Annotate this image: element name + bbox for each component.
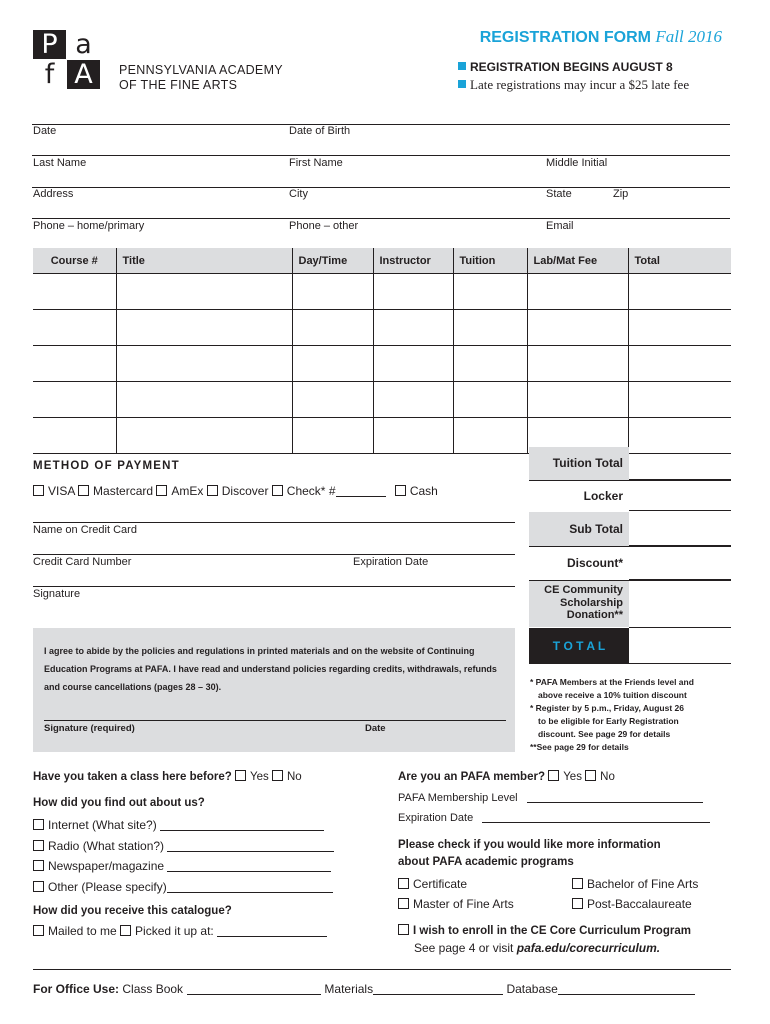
- col-daytime: Day/Time: [292, 248, 373, 274]
- picked-checkbox[interactable]: [120, 925, 131, 936]
- certificate-checkbox[interactable]: [398, 878, 409, 889]
- internet-checkbox[interactable]: [33, 819, 44, 830]
- payment-heading: METHOD OF PAYMENT: [33, 460, 180, 472]
- core-curriculum-url[interactable]: pafa.edu/corecurriculum.: [516, 941, 661, 955]
- zip-field[interactable]: Zip: [613, 188, 629, 200]
- option-certificate: [398, 877, 467, 891]
- member-question: [398, 770, 615, 783]
- note-line: * Register by 5 p.m., Friday, August 26: [530, 703, 684, 713]
- total-value[interactable]: [629, 628, 731, 664]
- mastercard-checkbox[interactable]: [78, 485, 89, 496]
- col-course: Course #: [33, 248, 116, 274]
- option-newspaper: [33, 859, 331, 873]
- col-total: Total: [628, 248, 731, 274]
- org-line-2: OF THE FINE ARTS: [119, 78, 238, 92]
- title-text: REGISTRATION FORM: [479, 29, 651, 46]
- locker-label: Locker: [529, 481, 629, 511]
- agreement-date-label: Date: [365, 723, 386, 734]
- materials-field[interactable]: [373, 994, 503, 995]
- signature-required-label: Signature (required): [44, 723, 135, 734]
- note-line: **See page 29 for details: [530, 742, 629, 752]
- agreement-box: [33, 628, 515, 752]
- table-row[interactable]: [33, 274, 731, 310]
- other-checkbox[interactable]: [33, 881, 44, 892]
- discount-notes: [530, 676, 730, 754]
- dob-field[interactable]: Date of Birth: [289, 125, 351, 137]
- total-label: T O T A L: [529, 628, 629, 664]
- email-field[interactable]: Email: [546, 220, 574, 232]
- amex-checkbox[interactable]: [156, 485, 167, 496]
- taken-class-question: [33, 770, 302, 783]
- member-label: Are you an PAFA member?: [398, 771, 545, 783]
- radio-field[interactable]: [167, 851, 334, 852]
- certificate-label: Certificate: [413, 877, 468, 891]
- office-use-label: For Office Use:: [33, 982, 120, 996]
- picked-label: Picked it up at:: [135, 924, 214, 938]
- no-label: No: [600, 771, 615, 783]
- other-label: Other (Please specify): [48, 880, 167, 894]
- subtotal-value[interactable]: [629, 512, 731, 546]
- divider: [33, 522, 515, 523]
- middle-initial-field[interactable]: Middle Initial: [546, 157, 608, 169]
- membership-exp-label: Expiration Date: [398, 812, 474, 824]
- logo-letter-A: A: [67, 60, 100, 89]
- internet-label: Internet (What site?): [48, 818, 157, 832]
- enroll-checkbox[interactable]: [398, 924, 409, 935]
- bfa-label: Bachelor of Fine Arts: [587, 877, 699, 891]
- state-field[interactable]: State: [546, 188, 572, 200]
- late-text: Late registrations may incur a $25 late fee: [470, 77, 690, 92]
- phone-home-field[interactable]: Phone – home/primary: [33, 220, 145, 232]
- logo-letter-f: f: [33, 60, 66, 89]
- tuition-total-value[interactable]: [629, 447, 731, 480]
- first-name-field[interactable]: First Name: [289, 157, 343, 169]
- note-line: above receive a 10% tuition discount: [538, 690, 687, 700]
- note-line: discount. See page 29 for details: [538, 729, 671, 739]
- season-text: Fall 2016: [655, 27, 722, 46]
- taken-yes-checkbox[interactable]: [235, 770, 246, 781]
- option-enroll: [398, 924, 691, 937]
- option-other: [33, 880, 333, 894]
- table-row[interactable]: [33, 310, 731, 346]
- form-title: [480, 27, 722, 47]
- date-field[interactable]: Date: [33, 125, 57, 137]
- check-number-field[interactable]: [336, 496, 386, 497]
- registration-begins: [458, 60, 673, 74]
- table-header-row: [33, 248, 731, 274]
- enroll-label: I wish to enroll in the CE Core Curriculum Program: [413, 925, 691, 937]
- mailed-checkbox[interactable]: [33, 925, 44, 936]
- ce-donation-label: [529, 581, 629, 627]
- bfa-checkbox[interactable]: [572, 878, 583, 889]
- newspaper-checkbox[interactable]: [33, 860, 44, 871]
- database-field[interactable]: [558, 994, 695, 995]
- internet-field[interactable]: [160, 830, 324, 831]
- subtotal-label: Sub Total: [529, 512, 629, 546]
- mfa-label: Master of Fine Arts: [413, 897, 514, 911]
- org-name: [119, 63, 283, 93]
- amex-label: AmEx: [171, 484, 204, 498]
- radio-checkbox[interactable]: [33, 840, 44, 851]
- divider: [33, 554, 515, 555]
- divider: [33, 586, 515, 587]
- payment-options: [33, 484, 438, 498]
- col-labfee: Lab/Mat Fee: [527, 248, 628, 274]
- other-field[interactable]: [167, 892, 333, 893]
- membership-level-field[interactable]: [527, 802, 703, 803]
- newspaper-field[interactable]: [167, 871, 331, 872]
- classbook-label: Class Book: [122, 982, 184, 996]
- option-postbac: [572, 897, 692, 911]
- no-label: No: [286, 771, 302, 783]
- pafa-logo: [33, 30, 100, 90]
- taken-no-checkbox[interactable]: [272, 770, 283, 781]
- radio-label: Radio (What station?): [48, 839, 165, 853]
- check-checkbox[interactable]: [272, 485, 283, 496]
- membership-level-label: PAFA Membership Level: [398, 792, 518, 804]
- org-line-1: PENNSYLVANIA ACADEMY: [119, 63, 283, 77]
- col-title: Title: [116, 248, 292, 274]
- catalogue-question: How did you receive this catalogue?: [33, 905, 232, 917]
- divider: [33, 969, 731, 970]
- table-row[interactable]: [33, 382, 731, 418]
- discount-value[interactable]: [629, 546, 731, 580]
- postbac-label: Post-Baccalaureate: [587, 897, 692, 911]
- database-label: Database: [506, 982, 558, 996]
- postbac-checkbox[interactable]: [572, 898, 583, 909]
- classbook-field[interactable]: [187, 994, 321, 995]
- logo-letter-p: P: [33, 30, 66, 59]
- check-label: Check* #: [286, 484, 336, 498]
- visa-label: VISA: [48, 484, 75, 498]
- divider: [32, 155, 730, 156]
- ce-line-2: Scholarship: [560, 596, 623, 609]
- discover-label: Discover: [221, 484, 269, 498]
- newspaper-label: Newspaper/magazine: [48, 859, 165, 873]
- materials-label: Materials: [324, 982, 374, 996]
- discount-label: Discount*: [529, 547, 629, 580]
- see-page-text: See page 4 or visit: [414, 941, 514, 955]
- begins-text: REGISTRATION BEGINS AUGUST 8: [470, 60, 673, 74]
- picked-field[interactable]: [217, 936, 327, 937]
- mastercard-label: Mastercard: [93, 484, 154, 498]
- option-internet: [33, 818, 324, 832]
- discover-checkbox[interactable]: [207, 485, 218, 496]
- cash-label: Cash: [409, 484, 438, 498]
- option-radio: [33, 839, 334, 853]
- logo-letter-a: a: [67, 30, 100, 59]
- table-row[interactable]: [33, 346, 731, 382]
- yes-label: Yes: [563, 771, 582, 783]
- office-use: [33, 982, 695, 996]
- bullet-square-icon: [458, 62, 466, 70]
- core-curriculum-link: [414, 941, 660, 955]
- phone-other-field[interactable]: Phone – other: [289, 220, 359, 232]
- option-bfa: [572, 877, 698, 891]
- late-fee-note: [458, 77, 689, 93]
- tuition-total-label: Tuition Total: [529, 447, 629, 480]
- card-number-field[interactable]: Credit Card Number: [33, 556, 132, 568]
- membership-exp-field[interactable]: [482, 822, 710, 823]
- bullet-square-icon: [458, 80, 466, 88]
- member-no-checkbox[interactable]: [585, 770, 596, 781]
- member-yes-checkbox[interactable]: [548, 770, 559, 781]
- address-field[interactable]: Address: [33, 188, 74, 200]
- catalogue-options: [33, 924, 327, 938]
- info-question-2: about PAFA academic programs: [398, 856, 574, 868]
- card-signature-field[interactable]: Signature: [33, 588, 81, 600]
- find-question: How did you find out about us?: [33, 797, 205, 809]
- option-mfa: [398, 897, 514, 911]
- yes-label: Yes: [250, 771, 269, 783]
- ce-line-3: Donation**: [566, 609, 623, 621]
- ce-line-1: CE Community: [544, 584, 623, 596]
- membership-level: [398, 792, 703, 804]
- cash-checkbox[interactable]: [395, 485, 406, 496]
- note-line: to be eligible for Early Registration: [538, 716, 679, 726]
- agreement-text: I agree to abide by the policies and regulations in printed materials and on the website of Continuing Education Programs at PAFA. I have read and understand policies regarding credits, withdrawals, refunds and course cancellations (pages 28 – 30).: [44, 646, 497, 692]
- card-name-field[interactable]: Name on Credit Card: [33, 524, 137, 536]
- locker-value[interactable]: [629, 480, 731, 511]
- visa-checkbox[interactable]: [33, 485, 44, 496]
- note-line: * PAFA Members at the Friends level and: [530, 677, 694, 687]
- mfa-checkbox[interactable]: [398, 898, 409, 909]
- col-tuition: Tuition: [453, 248, 527, 274]
- signature-line[interactable]: [44, 720, 506, 721]
- membership-expiration: [398, 812, 710, 824]
- col-instructor: Instructor: [373, 248, 453, 274]
- info-question-1: Please check if you would like more information: [398, 839, 661, 851]
- taken-label: Have you taken a class here before?: [33, 771, 232, 783]
- city-field[interactable]: City: [289, 188, 308, 200]
- divider: [32, 124, 730, 125]
- ce-donation-value[interactable]: [629, 581, 731, 628]
- divider: [32, 218, 730, 219]
- last-name-field[interactable]: Last Name: [33, 157, 87, 169]
- course-table: [33, 248, 731, 454]
- card-expiration-field[interactable]: Expiration Date: [353, 556, 429, 568]
- mailed-label: Mailed to me: [48, 924, 117, 938]
